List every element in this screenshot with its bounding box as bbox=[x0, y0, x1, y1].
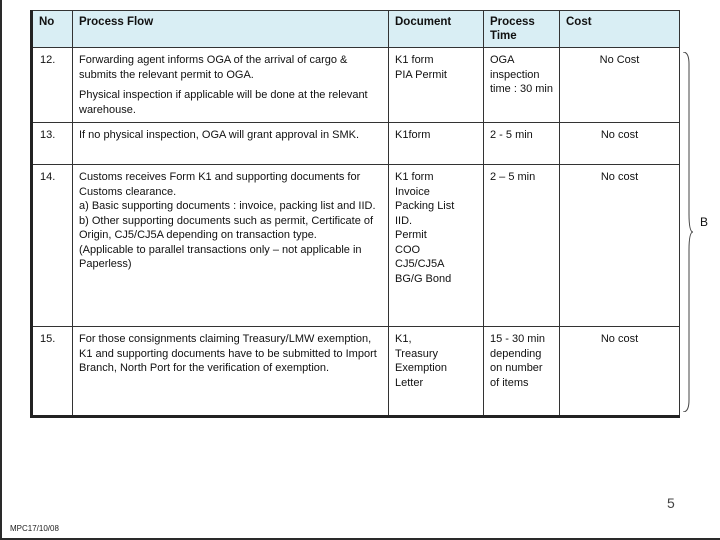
process-flow-text: If no physical inspection, OGA will grant approval in SMK. bbox=[79, 129, 360, 141]
document-item: K1form bbox=[395, 129, 431, 141]
document-item: CJ5/CJ5A bbox=[395, 258, 445, 270]
table-row bbox=[32, 123, 680, 165]
process-flow-text: For those consignments claiming Treasury/LMW exemption, K1 and supporting documents have to be submitted to Import Branch, North Port for the verification of exemption. bbox=[79, 333, 377, 374]
document-item: Permit bbox=[395, 229, 427, 241]
header-process-time: Process Time bbox=[484, 11, 560, 48]
row-number: 15. bbox=[32, 327, 73, 417]
document-item: IID. bbox=[395, 214, 413, 227]
document-cell bbox=[389, 48, 484, 123]
document-item: BG/G Bond bbox=[395, 272, 452, 285]
row-number: 13. bbox=[32, 123, 73, 165]
document-cell bbox=[389, 327, 484, 417]
document-item: PIA Permit bbox=[395, 68, 447, 81]
curly-brace-icon bbox=[681, 52, 693, 412]
document-item: Packing List bbox=[395, 200, 455, 212]
process-time-cell: 15 - 30 min depending on number of items bbox=[484, 327, 560, 417]
document-cell bbox=[389, 123, 484, 165]
slide-left-border bbox=[0, 0, 2, 540]
cost-cell: No cost bbox=[560, 123, 680, 165]
document-cell bbox=[389, 165, 484, 327]
process-flow-text: Customs receives Form K1 and supporting documents for Customs clearance. bbox=[79, 171, 361, 198]
process-flow-text: Forwarding agent informs OGA of the arrival of cargo & submits the relevant permit to OGA. bbox=[79, 54, 348, 81]
process-flow-table bbox=[30, 10, 680, 418]
process-time-cell: OGA inspection time : 30 min bbox=[484, 48, 560, 123]
header-document: Document bbox=[389, 11, 484, 48]
document-item: Exemption bbox=[395, 362, 447, 374]
process-flow-text: (Applicable to parallel transactions only – not applicable in Paperless) bbox=[79, 243, 362, 270]
process-flow-cell bbox=[73, 48, 389, 123]
header-process-flow: Process Flow bbox=[73, 11, 389, 48]
row-number: 12. bbox=[32, 48, 73, 123]
table-row bbox=[32, 165, 680, 327]
page-number: 5 bbox=[667, 495, 675, 511]
document-item: Treasury bbox=[395, 347, 438, 360]
bracket-label: B bbox=[700, 215, 709, 229]
row-number: 14. bbox=[32, 165, 73, 327]
process-flow-text: b) Other supporting documents such as permit, Certificate of Origin, CJ5/CJ5A depending on transaction type. bbox=[79, 214, 374, 241]
process-flow-cell bbox=[73, 123, 389, 165]
process-flow-cell bbox=[73, 327, 389, 417]
process-time-cell: 2 – 5 min bbox=[484, 165, 560, 327]
table-row bbox=[32, 327, 680, 417]
cost-cell: No cost bbox=[560, 327, 680, 417]
document-item: Letter bbox=[395, 376, 424, 389]
process-flow-text: Physical inspection if applicable will be done at the relevant warehouse. bbox=[79, 89, 368, 116]
process-flow-cell bbox=[73, 165, 389, 327]
process-time-cell: 2 - 5 min bbox=[484, 123, 560, 165]
table-row bbox=[32, 48, 680, 123]
document-item: K1, bbox=[395, 333, 412, 345]
header-no: No bbox=[32, 11, 73, 48]
header-cost: Cost bbox=[560, 11, 680, 48]
document-item: K1 form bbox=[395, 171, 434, 183]
document-code: MPC17/10/08 bbox=[10, 524, 59, 533]
table-header-row bbox=[32, 11, 680, 48]
document-item: COO bbox=[395, 243, 421, 256]
cost-cell: No cost bbox=[560, 165, 680, 327]
document-item: Invoice bbox=[395, 185, 430, 198]
document-item: K1 form bbox=[395, 54, 434, 66]
process-flow-text: a) Basic supporting documents : invoice, packing list and IID. bbox=[79, 200, 376, 212]
cost-cell: No Cost bbox=[560, 48, 680, 123]
